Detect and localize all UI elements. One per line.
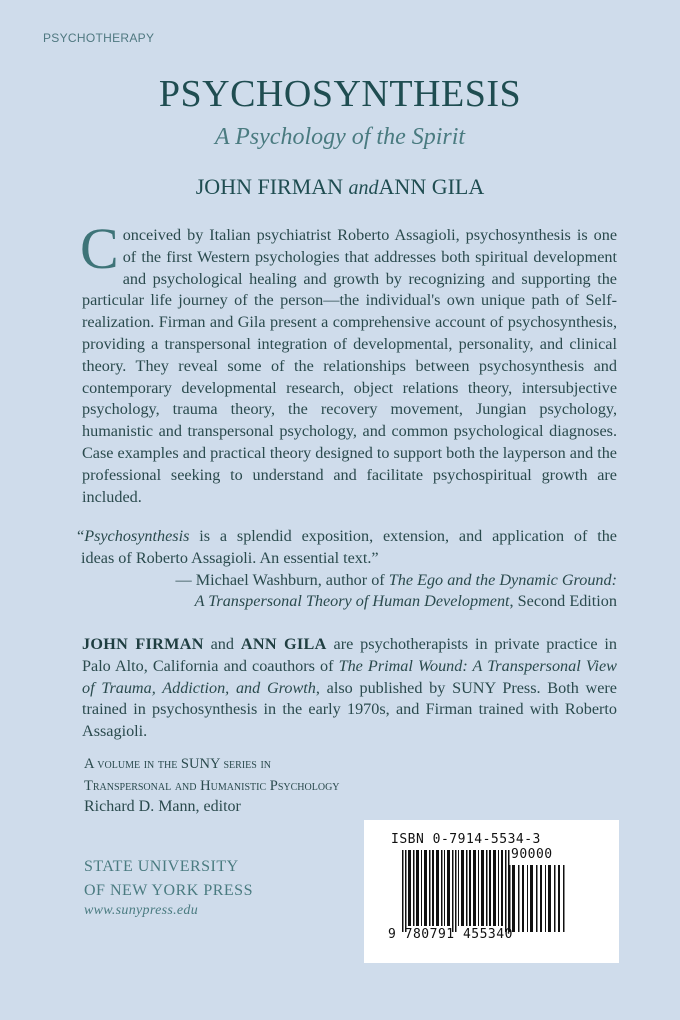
series-editor: Richard D. Mann, editor xyxy=(84,798,241,815)
book-subtitle: A Psychology of the Spirit xyxy=(214,124,466,150)
author-1: JOHN FIRMAN xyxy=(195,174,344,199)
authors-line xyxy=(0,174,680,200)
bio-name-2: ANN GILA xyxy=(240,635,327,653)
author-2: ANN GILA xyxy=(378,174,485,199)
quoted-book-title: Psychosynthesis xyxy=(84,527,190,545)
price-barcode-icon xyxy=(509,865,567,932)
price-code: 90000 xyxy=(511,847,553,862)
ean-number: 9 780791 455340 xyxy=(388,927,513,942)
category-label: PSYCHOTHERAPY xyxy=(43,31,155,45)
publisher-url: www.sunypress.edu xyxy=(84,903,198,918)
bio-name-1: JOHN FIRMAN xyxy=(82,635,204,653)
series-info: A volume in the SUNY series in Transpersonal and Humanistic Psychology xyxy=(84,756,340,794)
isbn-number: ISBN 0-7914-5534-3 xyxy=(391,832,541,847)
publisher-name: STATE UNIVERSITY OF NEW YORK PRESS xyxy=(84,858,253,899)
book-title: PSYCHOSYNTHESIS xyxy=(158,73,522,115)
author-bio: JOHN FIRMAN and ANN GILA are psychotherapists in private practice in Palo Alto, California and coauthors of The Primal Wound: A Transpersonal View of Trauma, Addiction, and Growth, also published by SUNY Press. Both were trained in psychosynthesis in the early 1970s, and Firman trained with Roberto Assagioli. xyxy=(82,635,617,741)
endorsement-attribution: — Michael Washburn, author of The Ego and the Dynamic Ground: xyxy=(175,570,617,589)
barcode-bars-icon xyxy=(402,850,510,932)
description-text: onceived by Italian psychiatrist Roberto Assagioli, psychosynthesis is one of the first Western psychologies that addresses both spiritual development and psychological healing and growth by recognizing and supporting the particular life journey of the person—the individual's own unique path of Self-realization. Firman and Gila present a comprehensive account of psychosynthesis, providing a transpersonal integration of developmental, personality, and clinical theory. They reveal some of the relationships between psychosynthesis and contemporary developmental research, object relations theory, intersubjective psychology, trauma theory, the recovery movement, Jungian psychology, humanistic and transpersonal psychology, and common psychological diagnoses. Case examples and practical theory designed to support both the layperson and the professional seeking to understand and facilitate psychospiritual growth are included. xyxy=(82,226,617,506)
isbn-barcode xyxy=(364,820,619,963)
authors-conjunction: and xyxy=(348,177,379,199)
drop-cap: C xyxy=(80,216,119,281)
bio-book-title: The Primal Wound: A Transpersonal View of Trauma, Addiction, and Growth xyxy=(82,656,617,697)
book-description xyxy=(80,216,617,508)
endorsement-quote: “Psychosynthesis is a splendid exposition, extension, and application of the ideas of Roberto Assagioli. An essential text.” — Michael Washburn, author of The Ego and the Dynamic Ground: A Transpersonal Theory of Human Development, Second Edition xyxy=(77,527,617,611)
